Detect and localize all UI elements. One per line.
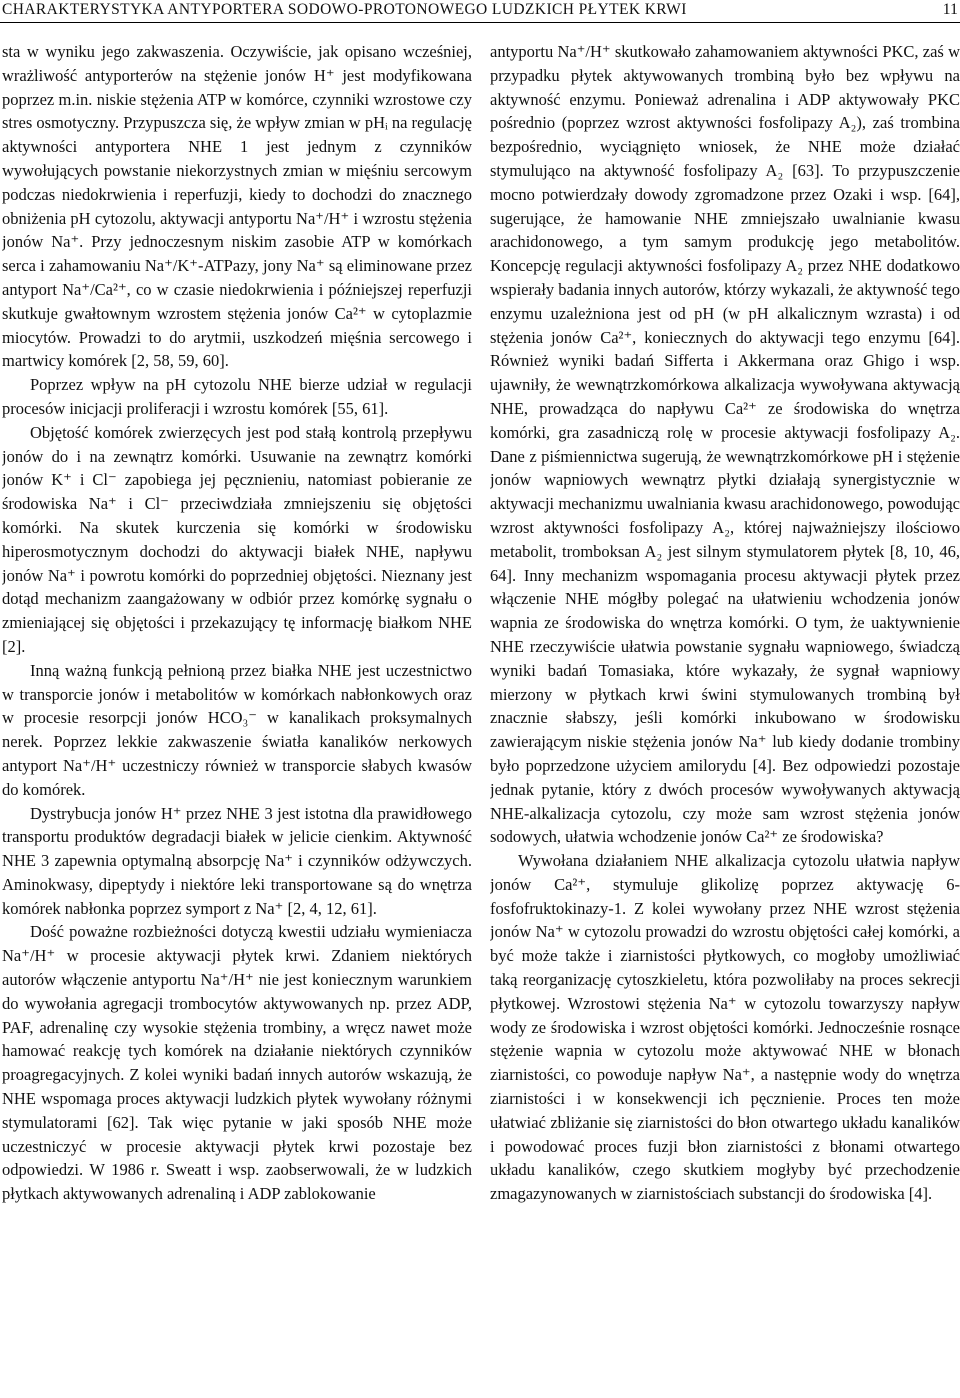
- paragraph: Wywołana działaniem NHE alkalizacja cytozolu ułatwia napływ jonów Ca²⁺, stymuluje glikolizę poprzez aktywację 6-fosfofruktokinazy-1. Z kolei wywołany przez NHE wzrost stężenia jonów Na⁺ w cytozolu prowadzi do wzrostu objętości całej komórki, a być może także i ziarnistości płytkowych, co mogłoby umożliwiać taką reorganizację cytoszkieletu, która pozwoliłaby na proces sekrecji płytkowej. Wzrostowi stężenia Na⁺ w cytozolu towarzyszy napływ wody ze środowiska i wzrost objętości komórki. Jednocześnie rosnące stężenie wapnia w cytozolu może aktywować NHE w błonach ziarnistości, co powoduje napływ Na⁺, a następnie wody do wnętrza ziarnistości i w konsekwencji ich pęcznienie. Proces ten może ułatwiać zbliżanie się ziarnistości do błon otwartego układu kanalików i powodować proces fuzji błon ziarnistości z błonami otwartego układu kanalików, czego skutkiem mogłyby być przechodzenie zmagazynowanych w ziarnistościach substancji do środowiska [4].: [490, 851, 960, 1204]
- paragraph: antyportu Na⁺/H⁺ skutkowało zahamowaniem aktywności PKC, zaś w przypadku płytek aktywowanych trombiną było bez wpływu na aktywność enzymu. Ponieważ adrenalina i ADP aktywowały PKC pośrednio (poprzez wzrost aktywności fosfolipazy A₂), zaś trombina bezpośrednio, wyciągnięto wniosek, że NHE może działać stymulująco na aktywność fosfolipazy A₂ [63]. To przypuszczenie mocno potwierdzały dowody zgromadzone przez Ozaki i wsp. [64], sugerujące, że hamowanie NHE zmniejszało uwalnianie kwasu arachidonowego, a tym samym produkcję jego metabolitów. Koncepcję regulacji aktywności fosfolipazy A₂ przez NHE dodatkowo wspierały badania innych autorów, którzy wykazali, że aktywność tego enzymu uzależniona jest od pH (w pH alkalicznym wzrasta) i od stężenia jonów Ca²⁺, koniecznych do aktywacji tego enzymu [64]. Również wyniki badań Sifferta i Akkermana oraz Ghigo i wsp. ujawniły, że wewnątrzkomórkowa alkalizacja wywoływana aktywacją NHE, prowadząca do napływu Ca²⁺ ze środowiska do wnętrza komórki, gra zasadniczą rolę w procesie aktywacji fosfolipazy A₂. Dane z piśmiennictwa sugerują, że wewnątrzkomórkowe pH i stężenie jonów wapniowych wewnątrz płytki działają synergistycznie w aktywacji mechanizmu uwalniania kwasu arachidonowego, powodując wzrost aktywności fosfolipazy A₂, której najważniejszy ilościowo metabolit, tromboksan A₂ jest silnym stymulatorem płytek [8, 10, 46, 64]. Inny mechanizm wspomagania procesu aktywacji płytek przez włączenie NHE mógłby polegać na ułatwieniu wchodzenia jonów wapnia ze środowiska do wnętrza komórki. O tym, że uaktywnienie NHE rzeczywiście ułatwia powstanie sygnału wapniowego, świadczą wyniki badań Tomasiaka, które wykazały, że sygnał wapniowy mierzony w płytkach krwi świni stymulowanych trombiną był znacznie słabszy, jeśli komórki inkubowano w środowisku zawierającym niskie stężenia jonów Na⁺ lub kiedy dodanie trombiny było poprzedzone użyciem amilorydu [4]. Bez odpowiedzi pozostaje jednak pytanie, który z dwóch procesów wywoływanych aktywacją NHE-alkalizacja cytozolu, czy może sam wzrost stężenia jonów sodowych, ułatwia wchodzenie jonów Ca²⁺ ze środowiska?: [490, 42, 960, 847]
- paragraph: Dość poważne rozbieżności dotyczą kwestii udziału wymieniacza Na⁺/H⁺ w procesie aktywacji płytek krwi. Zdaniem niektórych autorów włączenie antyportu Na⁺/H⁺ nie jest koniecznym warunkiem do wywołania agregacji trombocytów aktywowanych np. przez ADP, PAF, adrenalinę czy wysokie stężenia trombiny, a wręcz nawet może hamować reakcję tych komórek na działanie niektórych czynników proagregacyjnych. Z kolei wyniki badań innych autorów wskazują, że NHE wspomaga proces aktywacji ludzkich płytek wywołany różnymi stymulatorami [62]. Tak więc pytanie w jaki sposób NHE może uczestniczyć w procesie aktywacji płytek krwi pozostaje bez odpowiedzi. W 1986 r. Sweatt i wsp. zaobserwowali, że w ludzkich płytkach aktywowanych adrenaliną i ADP zablokowanie: [2, 922, 472, 1204]
- paragraph: sta w wyniku jego zakwaszenia. Oczywiście, jak opisano wcześniej, wrażliwość antyporterów na stężenie jonów H⁺ jest modyfikowana poprzez m.in. niskie stężenia ATP w komórce, czynniki wzrostowe czy stres osmotyczny. Przypuszcza się, że wpływ zmian w pHᵢ na regulację aktywności antyportera NHE 1 jest jednym z czynników wywołujących powstanie niekorzystnych zmian w mięśniu sercowym podczas niedokrwienia i reperfuzji, kiedy to dochodzi do znacznego obniżenia pH cytozolu, aktywacji antyportu Na⁺/H⁺ i wzrostu stężenia jonów Na⁺. Przy jednoczesnym niskim zasobie ATP w komórkach serca i zahamowaniu Na⁺/K⁺-ATPazy, jony Na⁺ są eliminowane przez antyport Na⁺/Ca²⁺, co w czasie niedokrwienia i późniejszej reperfuzji skutkuje gwałtownym wzrostem stężenia jonów Ca²⁺ w cytoplazmie miocytów. Prowadzi to do arytmii, uszkodzeń mięśnia sercowego i martwicy komórek [2, 58, 59, 60].: [2, 42, 472, 371]
- left-column: [2, 40, 472, 1396]
- paragraph: Inną ważną funkcją pełnioną przez białka NHE jest uczestnictwo w transporcie jonów i metabolitów w komórkach nabłonkowych oraz w procesie resorpcji jonów HCO₃⁻ w kanalikach proksymalnych nerek. Poprzez lekkie zakwaszenie światła kanalików nerkowych antyport Na⁺/H⁺ uczestniczy również w transporcie słabych kwasów do komórek.: [2, 660, 472, 799]
- right-column: [490, 40, 960, 1396]
- paragraph: Objętość komórek zwierzęcych jest pod stałą kontrolą przepływu jonów do i na zewnątrz komórki. Usuwanie na zewnątrz komórki jonów K⁺ i Cl⁻ zapobiega jej pęcznieniu, natomiast pobieranie ze środowiska Na⁺ i Cl⁻ przeciwdziała zmniejszeniu się objętości komórki. Na skutek kurczenia się komórki w środowisku hiperosmotycznym dochodzi do aktywacji białek NHE, napływu jonów Na⁺ i powrotu komórki do poprzedniej objętości. Nieznany jest dotąd mechanizm zaangażowany w odbiór przez komórkę sygnału o zmieniającej się objętości i przekazujący tę informację białkom NHE [2].: [2, 422, 472, 656]
- paragraph: Poprzez wpływ na pH cytozolu NHE bierze udział w regulacji procesów inicjacji proliferacji i wzrostu komórek [55, 61].: [2, 375, 472, 418]
- running-title: CHARAKTERYSTYKA ANTYPORTERA SODOWO-PROTONOWEGO LUDZKICH PŁYTEK KRWI: [2, 1, 687, 18]
- page-number: 11: [942, 1, 958, 18]
- paragraph: Dystrybucja jonów H⁺ przez NHE 3 jest istotna dla prawidłowego transportu produktów degradacji białek w jelicie cienkim. Aktywność NHE 3 zapewnia optymalną absorpcję Na⁺ i czynników odżywczych. Aminokwasy, dipeptydy i niektóre leki transportowane są do wnętrza komórek nabłonka poprzez symport z Na⁺ [2, 4, 12, 61].: [2, 803, 472, 918]
- running-header: [0, 0, 960, 23]
